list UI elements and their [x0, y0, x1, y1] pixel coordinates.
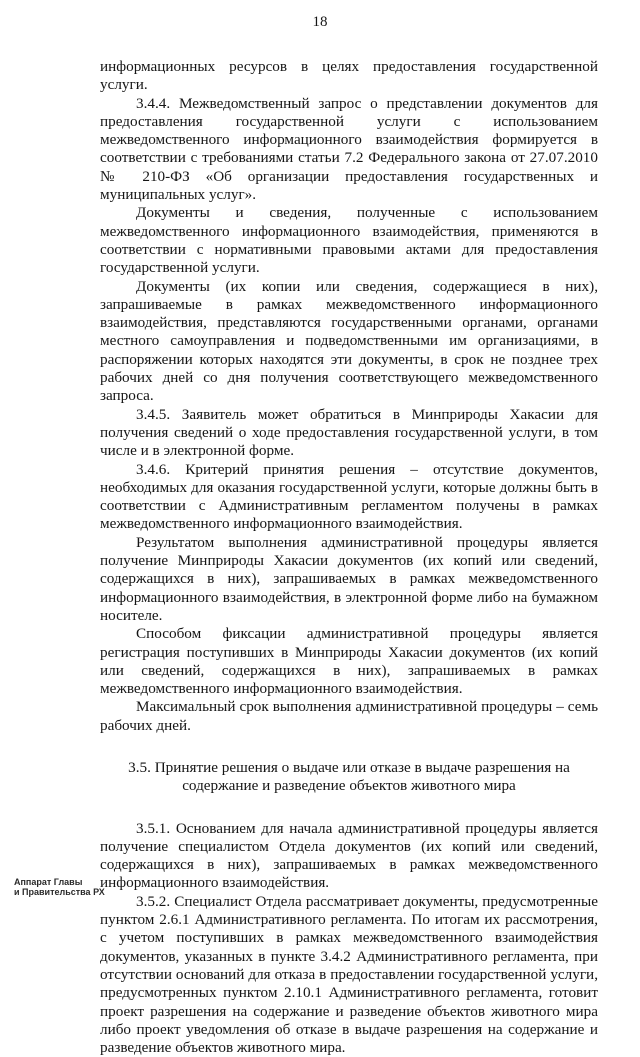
page-number: 18: [312, 14, 328, 30]
section-spacer: [100, 735, 598, 759]
paragraph-documents-received: Документы и сведения, полученные с использованием межведомственного информационного взаимодействия, применяются в соответствии с нормативными правовыми актами для предоставления государственной услуги.: [100, 204, 598, 277]
section-spacer: [100, 796, 598, 820]
paragraph-max-duration: Максимальный срок выполнения административной процедуры – семь рабочих дней.: [100, 698, 598, 734]
footer-stamp-line2: и Правительства РХ: [14, 887, 105, 897]
paragraph-3-4-5: 3.4.5. Заявитель может обратиться в Минприроды Хакасии для получения сведений о ходе предоставления государственной услуги, в том числе и в электронной форме.: [100, 405, 598, 460]
paragraph-3-5-2: 3.5.2. Специалист Отдела рассматривает документы, предусмотренные пунктом 2.6.1 Административного регламента. По итогам их рассмотрения, с учетом поступивших в рамках межведомственного взаимодействия документов, указанных в пункте 3.4.2 Административного регламента, при отсутствии оснований для отказа в предоставлении государственной услуги, предусмотренных пунктом 2.10.1 Административного регламента, готовит проект разрешения на содержание и разведение объектов животного мира либо проект уведомления об отказе в выдаче разрешения на содержание и разведение объектов животного мира.: [100, 892, 598, 1057]
paragraph-3-5-1: 3.5.1. Основанием для начала административной процедуры является получение специалистом Отдела документов (их копий или сведений, содержащихся в них), запрашиваемых в рамках межведомственного информационного взаимодействия.: [100, 819, 598, 892]
paragraph-3-4-4: 3.4.4. Межведомственный запрос о представлении документов для предоставления государственной услуги с использованием межведомственного информационного взаимодействия формируется в соответствии с требованиями статьи 7.2 Федерального закона от 27.07.2010 № 210-ФЗ «Об организации предоставления государственных и муниципальных услуг».: [100, 94, 598, 204]
paragraph-result: Результатом выполнения административной процедуры является получение Минприроды Хакасии документов (их копий или сведений, содержащихся в них), запрашиваемых в рамках межведомственного информационного взаимодействия, в электронной форме либо на бумажном носителе.: [100, 533, 598, 624]
section-heading-3-5: 3.5. Принятие решения о выдаче или отказе в выдаче разрешения на содержание и разведение объектов животного мира: [128, 758, 570, 795]
document-body: [100, 58, 598, 1057]
footer-stamp-line1: Аппарат Главы: [14, 877, 83, 887]
footer-stamp: [14, 877, 105, 897]
paragraph-3-4-6: 3.4.6. Критерий принятия решения – отсутствие документов, необходимых для оказания государственной услуги, которые должны быть в соответствии с Административным регламентом получены в рамках межведомственного информационного взаимодействия.: [100, 460, 598, 533]
paragraph-documents-requested: Документы (их копии или сведения, содержащиеся в них), запрашиваемые в рамках межведомственного информационного взаимодействия, представляются государственными органами, органами местного самоуправления и подведомственными им организациями, в распоряжении которых находятся эти документы, в срок не позднее трех рабочих дней со дня получения соответствующего межведомственного запроса.: [100, 277, 598, 405]
paragraph-fixation-method: Способом фиксации административной процедуры является регистрация поступивших в Минприроды Хакасии документов (их копий или сведений, содержащихся в них), запрашиваемых в рамках межведомственного информационного взаимодействия.: [100, 625, 598, 698]
paragraph-continuation: информационных ресурсов в целях предоставления государственной услуги.: [100, 58, 598, 94]
